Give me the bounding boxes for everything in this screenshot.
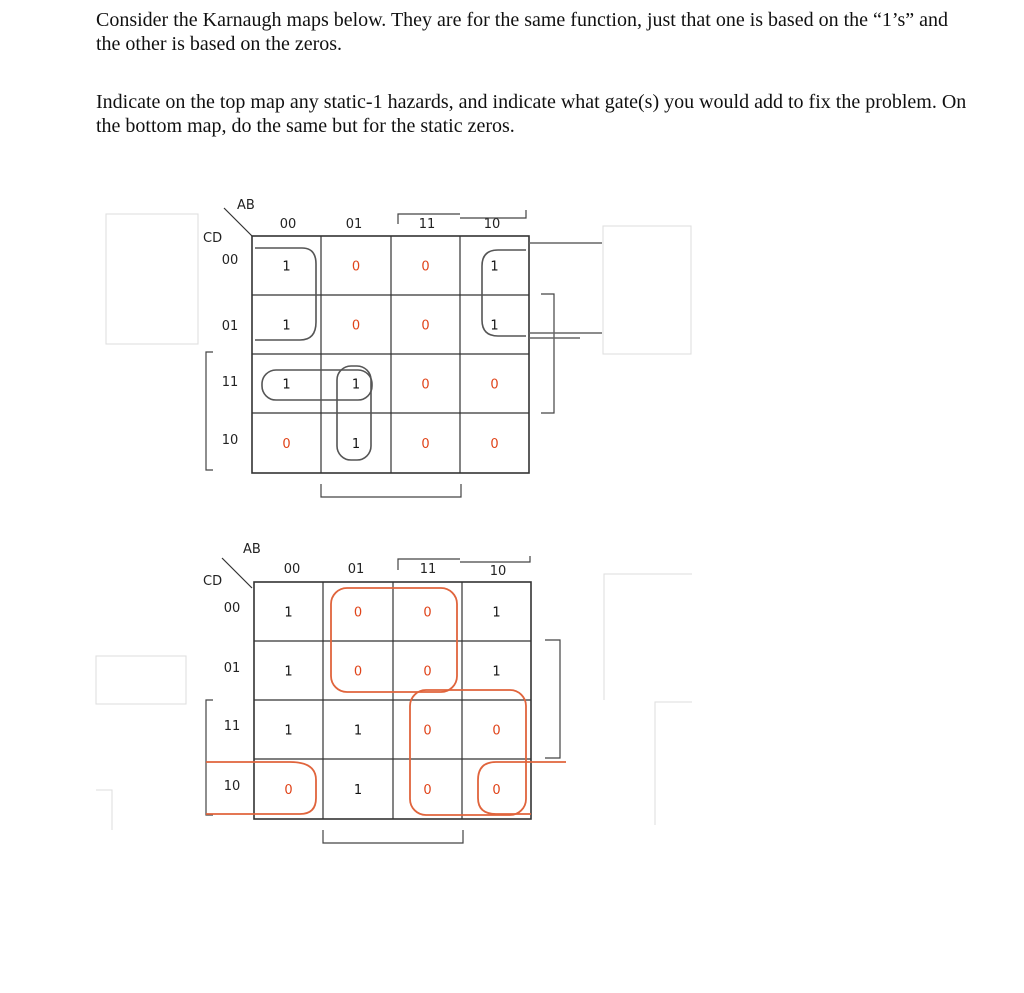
kmap-cell-value: 1 [492,664,501,680]
top-kmap [106,198,691,497]
kmap-cell-value: 0 [423,605,432,621]
kmap-cell-value: 1 [492,605,501,621]
kmap-cell-value: 0 [423,783,432,798]
top-col-header: 01 [345,217,363,232]
top-loops [255,243,602,460]
answer-box [96,790,112,830]
bracket-c [206,352,213,470]
top-col-header: 10 [483,217,501,232]
bottom-loops [206,588,566,815]
bottom-row-var-label: CD [203,574,223,589]
bottom-row-header: 10 [223,779,241,794]
wrap-lines [529,243,602,338]
kmap-cell-value: 0 [490,377,499,393]
kmap-cell-value: 0 [423,723,432,739]
loop-col10-wrap [482,250,526,336]
kmap-cell-value: 0 [421,377,430,393]
answer-box [96,656,186,704]
kmap-cell-value: 1 [284,664,293,680]
bracket-d [541,294,554,413]
kmap-cell-value: 0 [353,605,363,621]
kmap-cell-value: 0 [351,318,361,334]
bottom-col-header: 00 [283,562,301,577]
kmap-cell-value: 1 [353,723,363,739]
kmap-cell-value: 1 [282,377,291,393]
kmap-cell-value: 0 [421,259,430,275]
top-row-header: 00 [221,253,239,268]
kmap-cell-value: 0 [492,723,501,739]
top-row-var-label: CD [203,231,223,246]
top-row-header: 11 [221,375,239,390]
top-row-header: 10 [221,433,239,448]
bottom-row-header: 01 [223,661,241,676]
loop-row10-right [478,762,531,814]
kmap-cell-value: 0 [351,259,361,275]
kmap-cell-value: 1 [284,605,293,621]
kmap-cell-value: 0 [492,783,501,798]
bracket-c [206,700,213,815]
bottom-col-var-label: AB [243,542,261,557]
top-col-header: 00 [279,217,297,232]
answer-box [106,214,198,344]
bracket-b-bottom [323,830,463,843]
kmap-cell-value: 1 [284,723,293,739]
top-col-var-label: AB [237,198,255,213]
kmap-cell-value: 1 [282,259,291,275]
bracket-d [545,640,560,758]
loop-zeros-top [331,588,457,692]
corner-diagonal [222,558,252,588]
bracket-b [460,556,530,562]
kmap-cell-value: 1 [490,318,499,334]
kmap-cell-value: 0 [353,664,363,680]
kmap-cell-value: 0 [421,437,430,452]
kmap-cell-value: 0 [423,664,432,680]
kmap-cell-value: 0 [421,318,430,334]
top-row-header: 01 [221,319,239,334]
question-paragraph-1: Consider the Karnaugh maps below. They are for the same function, just that one is based on the “1’s” and the other is based on the zeros. [96,9,948,55]
bottom-kmap [96,542,692,843]
bottom-row-header: 00 [223,601,241,616]
question-paragraph-2: Indicate on the top map any static-1 hazards, and indicate what gate(s) you would add to fix the problem. On the bottom map, do the same but for the static zeros. [96,91,967,137]
bottom-col-header: 01 [347,562,365,577]
bottom-row-header: 11 [223,719,241,734]
kmap-cell-value: 1 [490,259,499,275]
kmap-cell-value: 1 [351,377,361,393]
kmap-cell-value: 0 [490,437,499,452]
kmap-cell-value: 0 [282,437,291,452]
bracket-b-bottom [321,484,461,497]
kmap-cell-value: 1 [353,783,363,798]
top-col-header: 11 [418,217,436,232]
loop-row10-left [206,762,316,814]
answer-box [603,226,691,354]
answer-box [655,702,692,825]
kmap-cell-value: 1 [282,318,291,334]
kmap-cell-value: 0 [284,783,293,798]
bottom-col-header: 11 [419,562,437,577]
bottom-col-header: 10 [489,564,507,579]
answer-box [604,574,692,700]
kmap-cell-value: 1 [351,437,361,452]
